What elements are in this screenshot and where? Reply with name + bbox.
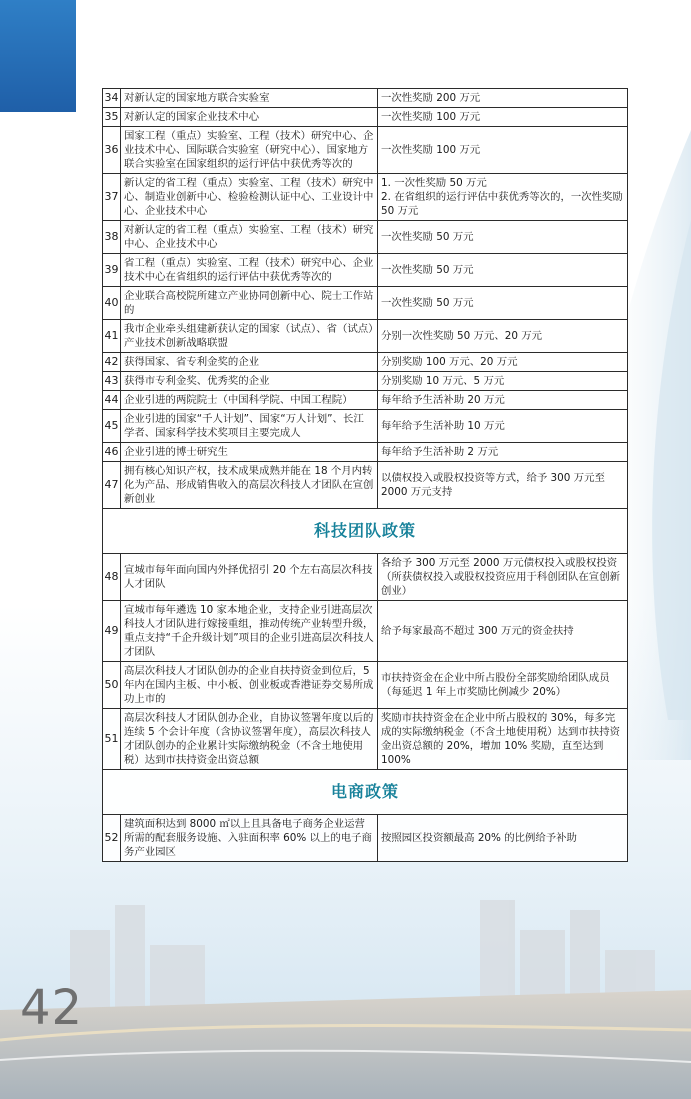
section-title-ecommerce: 电商政策 <box>103 770 628 815</box>
policy-item: 高层次科技人才团队创办的企业自扶持资金到位后，5 年内在国内主板、中小板、创业板或香港证券交易所成功上市的 <box>121 662 378 709</box>
row-number: 43 <box>103 372 121 391</box>
policy-reward: 分别奖励 10 万元、5 万元 <box>378 372 628 391</box>
table-row <box>103 127 628 174</box>
policy-reward: 一次性奖励 50 万元 <box>378 287 628 320</box>
reward-line: 1. 一次性奖励 50 万元 <box>381 177 487 189</box>
policy-reward: 一次性奖励 200 万元 <box>378 89 628 108</box>
policy-item: 新认定的省工程（重点）实验室、工程（技术）研究中心、制造业创新中心、检验检测认证中心、工业设计中心、企业技术中心 <box>121 174 378 221</box>
page-number: 42 <box>20 980 84 1036</box>
table-row <box>103 601 628 662</box>
table-row <box>103 89 628 108</box>
policy-reward: 一次性奖励 50 万元 <box>378 221 628 254</box>
row-number: 47 <box>103 462 121 509</box>
table-row <box>103 221 628 254</box>
policy-item: 我市企业牵头组建新获认定的国家（试点）、省（试点）产业技术创新战略联盟 <box>121 320 378 353</box>
section-row <box>103 770 628 815</box>
table-row <box>103 372 628 391</box>
row-number: 52 <box>103 815 121 862</box>
row-number: 38 <box>103 221 121 254</box>
table-row <box>103 462 628 509</box>
table-row <box>103 320 628 353</box>
row-number: 45 <box>103 410 121 443</box>
policy-reward: 一次性奖励 100 万元 <box>378 127 628 174</box>
policy-reward: 一次性奖励 100 万元 <box>378 108 628 127</box>
row-number: 34 <box>103 89 121 108</box>
reward-line: 2. 在省组织的运行评估中获优秀等次的，一次性奖励 50 万元 <box>381 191 623 217</box>
policy-item: 企业引进的两院院士（中国科学院、中国工程院） <box>121 391 378 410</box>
policy-reward: 每年给予生活补助 2 万元 <box>378 443 628 462</box>
row-number: 50 <box>103 662 121 709</box>
row-number: 41 <box>103 320 121 353</box>
row-number: 35 <box>103 108 121 127</box>
section-title-team: 科技团队政策 <box>103 509 628 554</box>
row-number: 40 <box>103 287 121 320</box>
policy-item: 企业引进的博士研究生 <box>121 443 378 462</box>
row-number: 42 <box>103 353 121 372</box>
table-row <box>103 353 628 372</box>
row-number: 49 <box>103 601 121 662</box>
policy-reward: 各给予 300 万元至 2000 万元债权投入或股权投资（所获债权投入或股权投资应用于科创团队在宣创新创业） <box>378 554 628 601</box>
section-row <box>103 509 628 554</box>
row-number: 48 <box>103 554 121 601</box>
policy-reward: 奖励市扶持资金在企业中所占股权的 30%，每多完成的实际缴纳税金（不含土地使用税）达到市扶持资金出资总额的 20%，增加 10% 奖励，直至达到 100% <box>378 709 628 770</box>
table-row <box>103 287 628 320</box>
table-row <box>103 108 628 127</box>
table-row <box>103 662 628 709</box>
policy-item: 企业引进的国家“千人计划”、国家“万人计划”、长江学者、国家科学技术奖项目主要完成人 <box>121 410 378 443</box>
policy-reward: 按照园区投资额最高 20% 的比例给予补助 <box>378 815 628 862</box>
table-row <box>103 815 628 862</box>
table-row <box>103 391 628 410</box>
policy-item: 高层次科技人才团队创办企业，自协议签署年度以后的连续 5 个会计年度（含协议签署年度），高层次科技人才团队创办的企业累计实际缴纳税金（不含土地使用税）达到市扶持资金出资总额 <box>121 709 378 770</box>
policy-reward: 以债权投入或股权投资等方式，给予 300 万元至 2000 万元支持 <box>378 462 628 509</box>
policy-reward: 分别一次性奖励 50 万元、20 万元 <box>378 320 628 353</box>
policy-item: 国家工程（重点）实验室、工程（技术）研究中心、企业技术中心、国际联合实验室（研究中心）、国家地方联合实验室在国家组织的运行评估中获优秀等次的 <box>121 127 378 174</box>
table-row <box>103 554 628 601</box>
corner-tab <box>0 0 76 112</box>
policy-item: 建筑面积达到 8000 ㎡以上且具备电子商务企业运营所需的配套服务设施、入驻面积率 60% 以上的电子商务产业园区 <box>121 815 378 862</box>
policy-reward: 给予每家最高不超过 300 万元的资金扶持 <box>378 601 628 662</box>
policy-item: 获得市专利金奖、优秀奖的企业 <box>121 372 378 391</box>
policy-item: 对新认定的省工程（重点）实验室、工程（技术）研究中心、企业技术中心 <box>121 221 378 254</box>
row-number: 44 <box>103 391 121 410</box>
table-row <box>103 254 628 287</box>
policy-reward: 市扶持资金在企业中所占股份全部奖励给团队成员（每延迟 1 年上市奖励比例减少 20%） <box>378 662 628 709</box>
policy-item: 对新认定的国家企业技术中心 <box>121 108 378 127</box>
policy-table <box>102 88 628 862</box>
policy-item: 企业联合高校院所建立产业协同创新中心、院士工作站的 <box>121 287 378 320</box>
table-row <box>103 174 628 221</box>
policy-item: 获得国家、省专利金奖的企业 <box>121 353 378 372</box>
table-row <box>103 410 628 443</box>
policy-reward: 一次性奖励 50 万元 <box>378 254 628 287</box>
policy-reward: 每年给予生活补助 20 万元 <box>378 391 628 410</box>
row-number: 46 <box>103 443 121 462</box>
row-number: 36 <box>103 127 121 174</box>
table-row <box>103 443 628 462</box>
policy-item: 对新认定的国家地方联合实验室 <box>121 89 378 108</box>
policy-item: 省工程（重点）实验室、工程（技术）研究中心、企业技术中心在省组织的运行评估中获优秀等次的 <box>121 254 378 287</box>
table-row <box>103 709 628 770</box>
policy-reward: 分别奖励 100 万元、20 万元 <box>378 353 628 372</box>
policy-reward: 每年给予生活补助 10 万元 <box>378 410 628 443</box>
policy-reward <box>378 174 628 221</box>
policy-item: 宣城市每年遴选 10 家本地企业，支持企业引进高层次科技人才团队进行嫁接重组，推动传统产业转型升级，重点支持“千企升级计划”项目的企业引进高层次科技人才团队 <box>121 601 378 662</box>
policy-item: 拥有核心知识产权，技术成果成熟并能在 18 个月内转化为产品、形成销售收入的高层次科技人才团队在宣创新创业 <box>121 462 378 509</box>
row-number: 37 <box>103 174 121 221</box>
row-number: 39 <box>103 254 121 287</box>
policy-item: 宣城市每年面向国内外择优招引 20 个左右高层次科技人才团队 <box>121 554 378 601</box>
row-number: 51 <box>103 709 121 770</box>
